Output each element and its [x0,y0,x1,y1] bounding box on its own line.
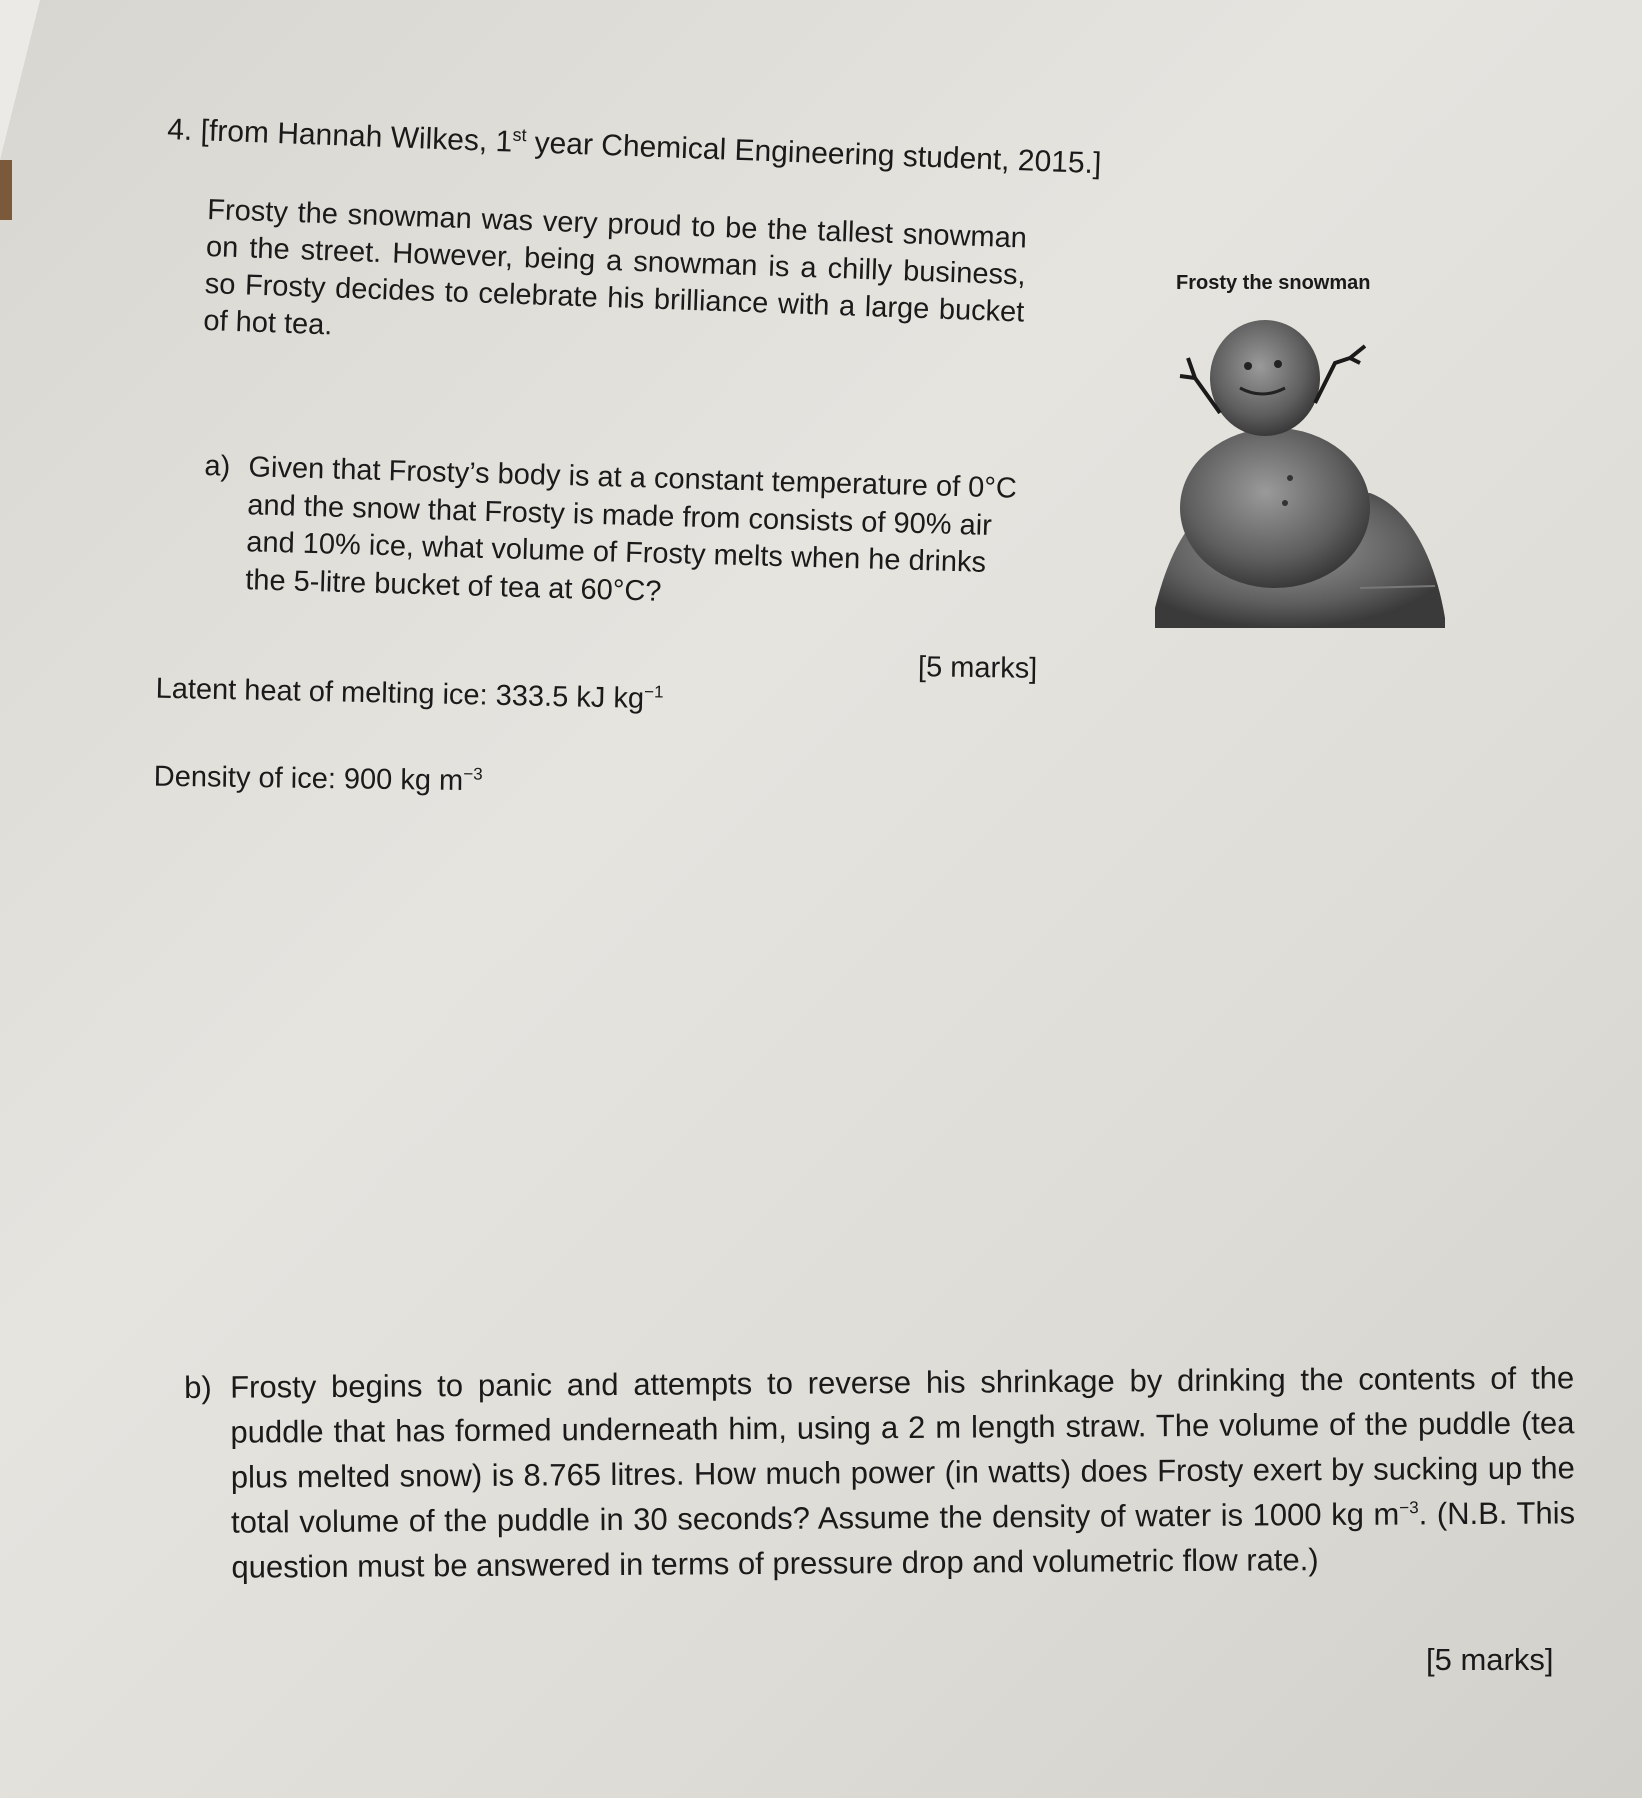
part-a-label: a) [204,449,231,483]
part-a [201,448,1035,622]
part-a-text: Given that Frosty’s body is at a constant temperature of 0°C and the snow that Frosty is made from consists of 90% air and 10% ice, what volume of Frosty melts when he drinks the 5-litre bucket of tea at 60°C? [244,451,1018,608]
question-number: 4. [166,112,193,147]
snowman-photo [1150,318,1450,628]
part-a-marks: [5 marks] [917,651,1038,685]
ice-density-constant: Density of ice: 900 kg $m^{-3}$ [153,760,483,797]
figure-caption: Frosty the snowman [1176,272,1371,294]
part-b-text: Frosty begins to panic and attempts to reverse his shrinkage by drinking the contents of the puddle that has formed underneath him, using a 2 m length straw. The volume of the puddle (tea plus melted snow) is 8.765 litres. How much power (in watts) does Frosty exert by sucking up the total volume of the puddle in 30 seconds? Assume the density of water is 1000 kg $m^{-3}$. (N.B. This question must be answered in terms of pressure drop and volumetric flow rate.) [230,1360,1576,1585]
header-text: [from Hannah Wilkes, 1st year Chemical Engineering student, 2015.] [200,114,1102,181]
latent-heat-constant: Latent heat of melting ice: 333.5 kJ $kg^{-1}$ [155,672,664,715]
question-header [167,112,1148,183]
intro-paragraph: Frosty the snowman was very proud to be the tallest snowman on the street. However, being a snowman is a chilly business, so Frosty decides to celebrate his brilliance with a large bucket of hot tea. [202,193,1028,342]
part-b [184,1356,1576,1590]
part-b-marks: [5 marks] [1426,1642,1554,1677]
part-b-label: b) [184,1369,212,1405]
